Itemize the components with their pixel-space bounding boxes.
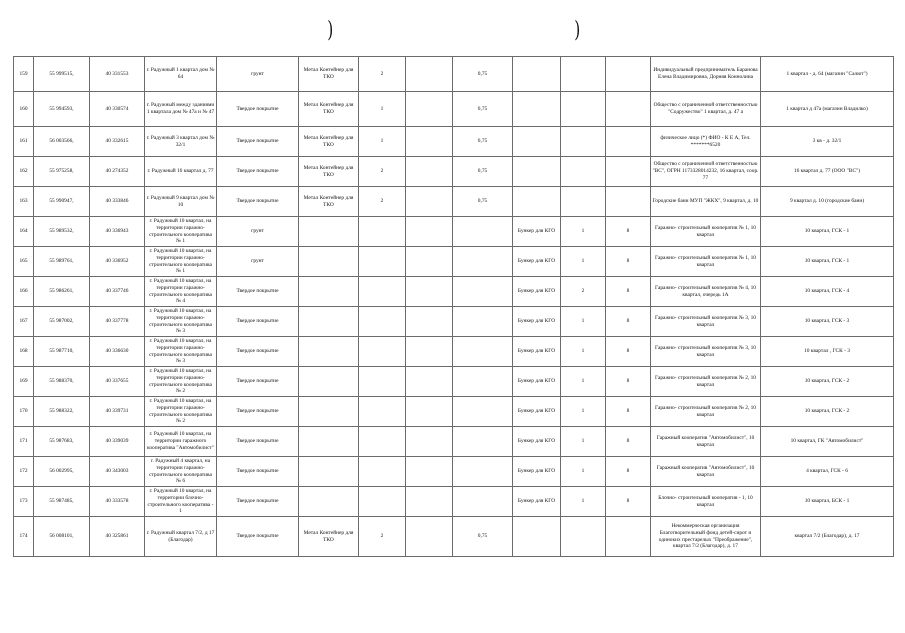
waste-sites-table <box>13 56 894 557</box>
container-count-cell <box>359 217 406 247</box>
row-number: 159 <box>14 57 34 92</box>
container-type-cell: Метал Контейнер для ТКО <box>299 187 359 217</box>
bunker-count-cell: 1 <box>561 337 606 367</box>
table-row <box>14 427 894 457</box>
owner-cell: Общество с ограниченной ответственностью "Содружество" 1 квартал, д. 47 а <box>651 92 761 127</box>
empty-cell <box>406 487 453 517</box>
container-type-cell <box>299 217 359 247</box>
table-row <box>14 92 894 127</box>
container-count-cell: 2 <box>359 157 406 187</box>
waste-source-cell: 10 квартал, БСК - 1 <box>761 487 894 517</box>
container-volume-cell: 0,75 <box>453 517 513 557</box>
row-number: 172 <box>14 457 34 487</box>
longitude-cell: 40 339731 <box>90 397 145 427</box>
container-volume-cell <box>453 427 513 457</box>
surface-cell: грунт <box>217 57 299 92</box>
bunker-type-cell <box>513 57 561 92</box>
address-cell: г. Радужный квартал 7/2, д 17 (Благодар) <box>145 517 217 557</box>
bunker-type-cell: Бункер для КГО <box>513 247 561 277</box>
owner-cell: Гаражно- строительный кооператив № 4, 10 квартал, очередь 1А <box>651 277 761 307</box>
container-count-cell: 1 <box>359 92 406 127</box>
owner-cell: Гаражно- строительный кооператив № 2, 10 квартал <box>651 367 761 397</box>
longitude-cell: 40 330574 <box>90 92 145 127</box>
bunker-type-cell <box>513 127 561 157</box>
longitude-cell: 40 332615 <box>90 127 145 157</box>
empty-cell <box>406 57 453 92</box>
punch-hole-mark-left: ) <box>327 18 334 43</box>
container-volume-cell <box>453 217 513 247</box>
latitude-cell: 55 987710, <box>34 337 90 367</box>
table-row <box>14 517 894 557</box>
bunker-count-cell: 1 <box>561 457 606 487</box>
surface-cell: Твердое покрытие <box>217 487 299 517</box>
container-count-cell: 2 <box>359 517 406 557</box>
bunker-volume-cell: 8 <box>606 427 651 457</box>
container-count-cell <box>359 247 406 277</box>
bunker-type-cell: Бункер для КГО <box>513 337 561 367</box>
latitude-cell: 55 999515, <box>34 57 90 92</box>
waste-source-cell: 16 квартал д. 77 (ООО "ВС") <box>761 157 894 187</box>
container-volume-cell <box>453 367 513 397</box>
bunker-volume-cell: 8 <box>606 277 651 307</box>
owner-cell: Гаражный кооператив "Автомобилист", 10 квартал <box>651 427 761 457</box>
bunker-count-cell <box>561 92 606 127</box>
bunker-count-cell <box>561 517 606 557</box>
row-number: 168 <box>14 337 34 367</box>
owner-cell: Гаражно- строительный кооператив № 1, 10 квартал <box>651 247 761 277</box>
table-row <box>14 307 894 337</box>
table-row <box>14 487 894 517</box>
bunker-count-cell: 2 <box>561 277 606 307</box>
bunker-volume-cell <box>606 57 651 92</box>
latitude-cell: 55 987002, <box>34 307 90 337</box>
owner-cell: Городские бани МУП "ЖКХ", 9 квартал, д. 10 <box>651 187 761 217</box>
bunker-type-cell <box>513 187 561 217</box>
address-cell: г. Радужный 10 квартал, на территории гаражно-строительного кооператива № 2 <box>145 397 217 427</box>
bunker-count-cell <box>561 57 606 92</box>
owner-cell: Некоммерческая организация Благотворительный фонд детей-сирот и одиноких престарелых "Преображение", квартал 7/2 (Благодар), д. 17 <box>651 517 761 557</box>
longitude-cell: 40 333578 <box>90 487 145 517</box>
table-row <box>14 157 894 187</box>
container-count-cell <box>359 337 406 367</box>
bunker-volume-cell: 8 <box>606 487 651 517</box>
bunker-volume-cell <box>606 157 651 187</box>
bunker-type-cell: Бункер для КГО <box>513 457 561 487</box>
container-count-cell <box>359 487 406 517</box>
container-type-cell <box>299 337 359 367</box>
row-number: 173 <box>14 487 34 517</box>
owner-cell: Гаражный кооператив "Автомобилист", 10 квартал <box>651 457 761 487</box>
waste-source-cell: 10 квартал, ГСК - 2 <box>761 367 894 397</box>
bunker-count-cell: 1 <box>561 487 606 517</box>
bunker-volume-cell: 8 <box>606 247 651 277</box>
latitude-cell: 55 975258, <box>34 157 90 187</box>
waste-source-cell: 3 кв - д. 32/1 <box>761 127 894 157</box>
bunker-type-cell: Бункер для КГО <box>513 367 561 397</box>
address-cell: г. Радужный 10 квартал, на территории гаражно-строительного кооператива № 1 <box>145 217 217 247</box>
bunker-count-cell: 1 <box>561 367 606 397</box>
surface-cell: Твердое покрытие <box>217 92 299 127</box>
container-volume-cell <box>453 457 513 487</box>
table-row <box>14 457 894 487</box>
table-row <box>14 217 894 247</box>
address-cell: г. Радужный 10 квартал, на территории гаражно-строительного кооператива № 4 <box>145 277 217 307</box>
owner-cell: Гаражно- строительный кооператив № 3, 10 квартал <box>651 307 761 337</box>
table-row <box>14 127 894 157</box>
table-row <box>14 247 894 277</box>
bunker-count-cell: 1 <box>561 307 606 337</box>
address-cell: г. Радужный 10 квартал, на территории гаражно-строительного кооператива № 3 <box>145 307 217 337</box>
surface-cell: Твердое покрытие <box>217 427 299 457</box>
empty-cell <box>406 427 453 457</box>
latitude-cell: 56 002995, <box>34 457 90 487</box>
empty-cell <box>406 457 453 487</box>
container-volume-cell <box>453 397 513 427</box>
container-count-cell <box>359 457 406 487</box>
waste-source-cell: 9 квартал д. 10 (городские бани) <box>761 187 894 217</box>
address-cell: г. Радужный 10 квартал, на территории гаражного кооператива "Автомобилист" <box>145 427 217 457</box>
container-volume-cell <box>453 487 513 517</box>
surface-cell: Твердое покрытие <box>217 337 299 367</box>
container-volume-cell: 0,75 <box>453 57 513 92</box>
container-type-cell: Метал Контейнер для ТКО <box>299 92 359 127</box>
address-cell: г. Радужный 16 квартал д. 77 <box>145 157 217 187</box>
waste-source-cell: 10 квартал, ГСК - 1 <box>761 247 894 277</box>
row-number: 160 <box>14 92 34 127</box>
longitude-cell: 40 336630 <box>90 337 145 367</box>
address-cell: г. Радужный 10 квартал, на территории гаражно-строительного кооператива № 1 <box>145 247 217 277</box>
bunker-count-cell: 1 <box>561 217 606 247</box>
row-number: 162 <box>14 157 34 187</box>
register-sheet <box>13 56 893 557</box>
bunker-volume-cell <box>606 127 651 157</box>
bunker-type-cell <box>513 517 561 557</box>
container-type-cell <box>299 457 359 487</box>
owner-cell: Гаражно- строительный кооператив № 3, 10 квартал <box>651 337 761 367</box>
container-volume-cell: 0,75 <box>453 157 513 187</box>
container-count-cell <box>359 397 406 427</box>
latitude-cell: 56 003566, <box>34 127 90 157</box>
bunker-count-cell: 1 <box>561 397 606 427</box>
row-number: 169 <box>14 367 34 397</box>
row-number: 161 <box>14 127 34 157</box>
bunker-volume-cell: 8 <box>606 457 651 487</box>
longitude-cell: 40 274352 <box>90 157 145 187</box>
waste-source-cell: 4 квартал, ГСК - 6 <box>761 457 894 487</box>
latitude-cell: 55 990947, <box>34 187 90 217</box>
bunker-count-cell <box>561 157 606 187</box>
empty-cell <box>406 157 453 187</box>
container-type-cell <box>299 277 359 307</box>
surface-cell: грунт <box>217 217 299 247</box>
waste-source-cell: 10 квартал, ГСК - 3 <box>761 307 894 337</box>
latitude-cell: 55 986261, <box>34 277 90 307</box>
longitude-cell: 40 339039 <box>90 427 145 457</box>
table-row <box>14 337 894 367</box>
row-number: 170 <box>14 397 34 427</box>
latitude-cell: 55 987683, <box>34 427 90 457</box>
empty-cell <box>406 277 453 307</box>
bunker-type-cell: Бункер для КГО <box>513 277 561 307</box>
empty-cell <box>406 92 453 127</box>
container-volume-cell: 0,75 <box>453 92 513 127</box>
bunker-volume-cell: 8 <box>606 337 651 367</box>
container-type-cell <box>299 397 359 427</box>
latitude-cell: 55 989532, <box>34 217 90 247</box>
empty-cell <box>406 337 453 367</box>
longitude-cell: 40 331553 <box>90 57 145 92</box>
container-count-cell: 2 <box>359 187 406 217</box>
latitude-cell: 55 989761, <box>34 247 90 277</box>
punch-hole-mark-right: ) <box>574 18 581 43</box>
bunker-type-cell: Бункер для КГО <box>513 397 561 427</box>
bunker-type-cell <box>513 92 561 127</box>
waste-source-cell: 10 квартал, ГСК - 4 <box>761 277 894 307</box>
row-number: 164 <box>14 217 34 247</box>
row-number: 171 <box>14 427 34 457</box>
longitude-cell: 40 343003 <box>90 457 145 487</box>
empty-cell <box>406 127 453 157</box>
container-type-cell: Метал Контейнер для ТКО <box>299 157 359 187</box>
waste-source-cell: квартал 7/2 (Благодар), д. 17 <box>761 517 894 557</box>
container-type-cell: Метал Контейнер для ТКО <box>299 517 359 557</box>
empty-cell <box>406 307 453 337</box>
container-volume-cell <box>453 307 513 337</box>
bunker-type-cell: Бункер для КГО <box>513 217 561 247</box>
container-volume-cell <box>453 247 513 277</box>
bunker-volume-cell: 8 <box>606 397 651 427</box>
container-count-cell: 2 <box>359 57 406 92</box>
bunker-volume-cell: 8 <box>606 307 651 337</box>
longitude-cell: 40 337778 <box>90 307 145 337</box>
container-type-cell <box>299 247 359 277</box>
container-volume-cell: 0,75 <box>453 127 513 157</box>
bunker-type-cell: Бункер для КГО <box>513 427 561 457</box>
longitude-cell: 40 337746 <box>90 277 145 307</box>
address-cell: г. Радужный 9 квартал дом № 10 <box>145 187 217 217</box>
waste-source-cell: 1 квартал д 47а (магазин Владилко) <box>761 92 894 127</box>
waste-source-cell: 10 квартал , ГСК - 3 <box>761 337 894 367</box>
container-type-cell <box>299 427 359 457</box>
surface-cell: Твердое покрытие <box>217 187 299 217</box>
longitude-cell: 40 333846 <box>90 187 145 217</box>
waste-source-cell: 10 квартал, ГК "Автомобилист" <box>761 427 894 457</box>
container-type-cell <box>299 487 359 517</box>
bunker-count-cell <box>561 127 606 157</box>
surface-cell: Твердое покрытие <box>217 127 299 157</box>
surface-cell: Твердое покрытие <box>217 307 299 337</box>
container-count-cell <box>359 307 406 337</box>
table-body <box>14 57 894 557</box>
bunker-volume-cell: 8 <box>606 367 651 397</box>
owner-cell: Общество с ограниченной ответственностью "ВС", ОГРН 1173328014232, 16 квартал, соор. 77 <box>651 157 761 187</box>
table-row <box>14 277 894 307</box>
owner-cell: Блочно- строительный кооператив - 1, 10 квартал <box>651 487 761 517</box>
row-number: 174 <box>14 517 34 557</box>
latitude-cell: 56 008101, <box>34 517 90 557</box>
longitude-cell: 40 325861 <box>90 517 145 557</box>
surface-cell: Твердое покрытие <box>217 457 299 487</box>
surface-cell: Твердое покрытие <box>217 277 299 307</box>
surface-cell: Твердое покрытие <box>217 397 299 427</box>
bunker-volume-cell <box>606 517 651 557</box>
empty-cell <box>406 397 453 427</box>
container-volume-cell: 0,75 <box>453 187 513 217</box>
container-count-cell <box>359 277 406 307</box>
surface-cell: Твердое покрытие <box>217 517 299 557</box>
bunker-count-cell: 1 <box>561 247 606 277</box>
bunker-volume-cell <box>606 187 651 217</box>
table-row <box>14 57 894 92</box>
container-type-cell: Метал Контейнер для ТКО <box>299 127 359 157</box>
latitude-cell: 55 988322, <box>34 397 90 427</box>
latitude-cell: 55 987485, <box>34 487 90 517</box>
row-number: 163 <box>14 187 34 217</box>
bunker-volume-cell <box>606 92 651 127</box>
container-volume-cell <box>453 277 513 307</box>
address-cell: г. Радужный 10 квартал, на территории гаражно-строительного кооператива № 2 <box>145 367 217 397</box>
bunker-type-cell: Бункер для КГО <box>513 307 561 337</box>
table-row <box>14 367 894 397</box>
surface-cell: грунт <box>217 247 299 277</box>
empty-cell <box>406 217 453 247</box>
waste-source-cell: 1 квартал - д. 64 (магазин "Салют") <box>761 57 894 92</box>
address-cell: г. Радужный 10 квартал, на территории блочно-строительного кооператива - 1 <box>145 487 217 517</box>
container-volume-cell <box>453 337 513 367</box>
bunker-type-cell: Бункер для КГО <box>513 487 561 517</box>
table-row <box>14 187 894 217</box>
table-row <box>14 397 894 427</box>
container-type-cell <box>299 307 359 337</box>
longitude-cell: 40 337655 <box>90 367 145 397</box>
longitude-cell: 40 336952 <box>90 247 145 277</box>
row-number: 166 <box>14 277 34 307</box>
longitude-cell: 40 336943 <box>90 217 145 247</box>
owner-cell: Гаражно- строительный кооператив № 1, 10 квартал <box>651 217 761 247</box>
address-cell: г. Радужный 10 квартал, на территории гаражно-строительного кооператива № 3 <box>145 337 217 367</box>
address-cell: г. Радужный между зданиями 1 квартала дом № 47а и № 47 <box>145 92 217 127</box>
address-cell: г. Радужный 1 квартал дом № 64 <box>145 57 217 92</box>
container-type-cell <box>299 367 359 397</box>
latitude-cell: 55 994593, <box>34 92 90 127</box>
waste-source-cell: 10 квартал, ГСК - 1 <box>761 217 894 247</box>
latitude-cell: 55 988370, <box>34 367 90 397</box>
container-count-cell <box>359 427 406 457</box>
bunker-volume-cell: 8 <box>606 217 651 247</box>
row-number: 167 <box>14 307 34 337</box>
bunker-count-cell <box>561 187 606 217</box>
owner-cell: физическое лицо (*) ФИО - К Е А, Тел. *******6520 <box>651 127 761 157</box>
address-cell: г. Радужный 4 квартал, на территории гаражно-строительного кооператива № 6 <box>145 457 217 487</box>
container-type-cell: Метал Контейнер для ТКО <box>299 57 359 92</box>
empty-cell <box>406 187 453 217</box>
empty-cell <box>406 247 453 277</box>
container-count-cell <box>359 367 406 397</box>
bunker-count-cell: 1 <box>561 427 606 457</box>
owner-cell: Гаражно- строительный кооператив № 2, 10 квартал <box>651 397 761 427</box>
empty-cell <box>406 517 453 557</box>
waste-source-cell: 10 квартал, ГСК - 2 <box>761 397 894 427</box>
surface-cell: Твердое покрытие <box>217 367 299 397</box>
surface-cell: Твердое покрытие <box>217 157 299 187</box>
bunker-type-cell <box>513 157 561 187</box>
address-cell: г. Радужный 3 квартал дом № 32/1 <box>145 127 217 157</box>
empty-cell <box>406 367 453 397</box>
row-number: 165 <box>14 247 34 277</box>
container-count-cell: 1 <box>359 127 406 157</box>
owner-cell: Индивидуальный предприниматель Баранова Елена Владимировна, Дорняя Коннолина <box>651 57 761 92</box>
